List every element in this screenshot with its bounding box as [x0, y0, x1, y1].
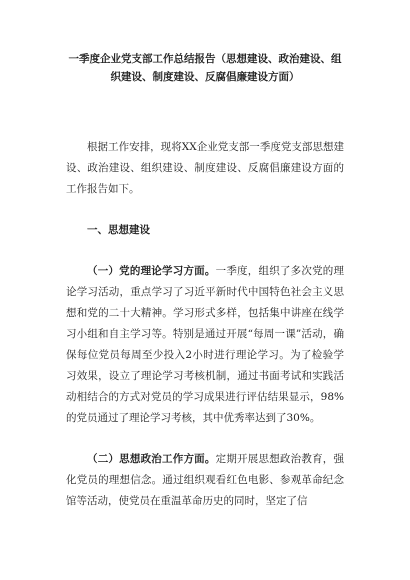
document-title: 一季度企业党支部工作总结报告（思想建设、政治建设、组织建设、制度建设、反腐倡廉建设方面） — [68, 53, 342, 83]
intro-paragraph: 根据工作安排，现将XX企业党支部一季度党支部思想建设、政治建设、组织建设、制度建设、反腐倡廉建设方面的工作报告如下。 — [66, 141, 344, 195]
section-heading-ideology: 一、思想建设 — [87, 224, 150, 236]
paragraph-lead-theory-study: （一）党的理论学习方面。 — [87, 265, 216, 277]
paragraph-body-political-work: 定期开展思想政治教育，强化党员的理想信念。通过组织观看红色电影、参观革命纪念馆等活动，使党员在重温革命历史的同时，坚定了信 — [66, 453, 345, 507]
paragraph-theory-study — [66, 261, 344, 429]
paragraph-lead-political-work: （二）思想政治工作方面。 — [87, 453, 216, 465]
paragraph-political-work — [66, 449, 344, 512]
paragraph-body-theory-study: 一季度，组织了多次党的理论学习活动，重点学习了习近平新时代中国特色社会主义思想和党的二十大精神。学习形式多样，包括集中讲座在线学习小组和自主学习等。特别是通过开展“每周一课”活动，确保每位党员每周至少投入2小时进行理论学习。为了检验学习效果，设立了理论学习考核机制，通过书面考试和实践活动相结合的方式对党员的学习成果进行评估结果显示，98%的党员通过了理论学习考核，其中优秀率达到了30%。 — [66, 265, 345, 424]
